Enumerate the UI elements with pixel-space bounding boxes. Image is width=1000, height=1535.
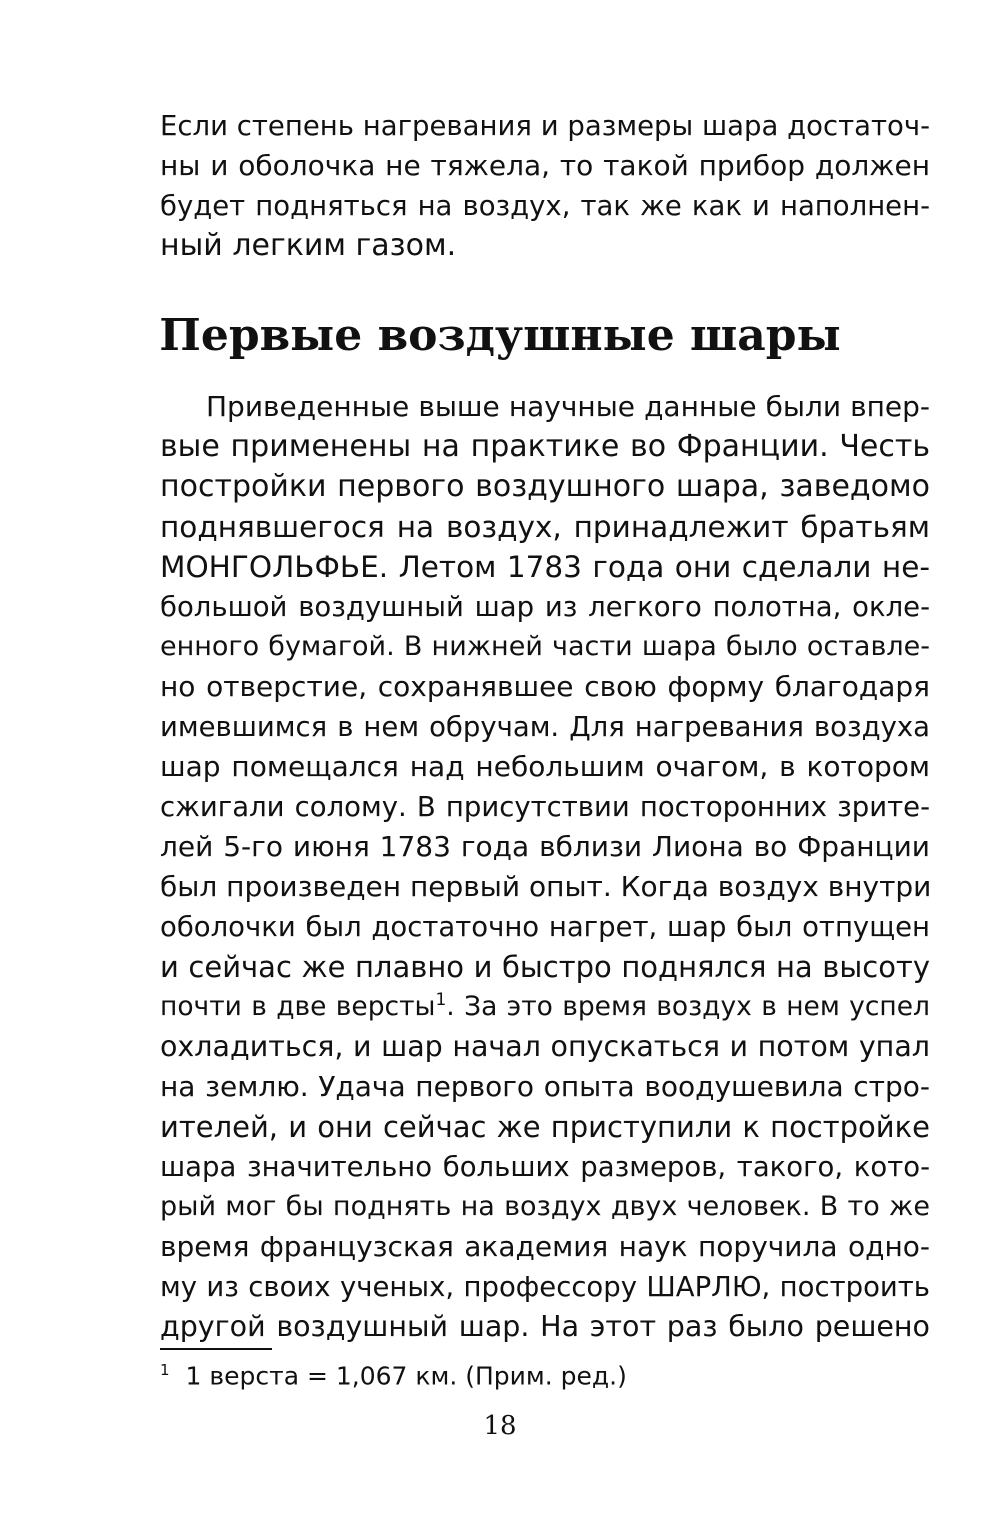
body-line-23: му из своих ученых, профессору ШАРЛЮ, построить [160,1271,930,1303]
footnote [160,1352,627,1394]
body-line-14: оболочки был достаточно нагрет, шар был отпущен [160,911,930,943]
body-line-17: охладиться, и шар начал опускаться и потом упал [160,1030,930,1063]
intro-line-1: Если степень нагревания и размеры шара достаточ- [160,110,930,142]
body-line-13: был произведен первый опыт. Когда воздух внутри [160,870,932,903]
body-line-9: имевшимся в нем обручам. Для нагревания воздуха [160,711,930,743]
body-line-2: вые применены на практике во Франции. Честь [160,429,930,464]
body-line-8: но отверстие, сохранявшее свою форму благодаря [160,670,930,703]
footnote-text: 1 верста = 1,067 км. (Прим. ред.) [185,1361,627,1391]
body-line-7: енного бумагой. В нижней части шара было оставле- [160,631,930,662]
footnote-ref-text-after: . За это время воздух в нем успел [446,991,930,1022]
footnote-ref-text-before: почти в две версты [160,991,436,1022]
intro-line-4: ный легким газом. [160,228,457,263]
footnote-reference-mark[interactable]: 1 [435,990,447,1011]
section-heading: Первые воздушные шары [159,310,841,361]
body-line-18: на землю. Удача первого опыта воодушевила стро- [160,1070,930,1103]
body-line-21: рый мог бы поднять на воздух двух человек. В то же [160,1191,930,1222]
body-line-11: сжигали солому. В присутствии посторонних зрите- [160,791,930,823]
body-line-19: ителей, и они сейчас же приступили к постройке [160,1110,930,1144]
body-line-20: шара значительно больших размеров, такого, кото- [160,1151,930,1183]
intro-line-3: будет подняться на воздух, так же как и наполнен- [160,190,930,222]
footnote-mark: 1 [160,1361,170,1379]
body-line-12: лей 5-го июня 1783 года вблизи Лиона во Франции [160,830,930,863]
body-line-footnote-ref [160,987,930,1027]
body-line-3: постройки первого воздушного шара, заведомо [160,469,930,504]
footnote-divider [160,1348,272,1350]
body-line-6: большой воздушный шар из легкого полотна, окле- [160,591,930,623]
body-line-1: Приведенные выше научные данные были впер- [206,390,930,423]
body-line-10: шар помещался над небольшим очагом, в котором [160,750,930,783]
page-number: 18 [483,1411,517,1441]
intro-line-2: ны и оболочка не тяжела, то такой прибор должен [160,149,930,182]
body-line-4: поднявшегося на воздух, принадлежит братьям [160,510,930,544]
body-line-24: другой воздушный шар. На этот раз было решено [160,1310,930,1343]
body-line-15: и сейчас же плавно и быстро поднялся на высоту [160,950,930,984]
body-line-5: МОНГОЛЬФЬЕ. Летом 1783 года они сделали не- [160,550,930,584]
body-line-22: время французская академия наук поручила одно- [160,1230,930,1263]
